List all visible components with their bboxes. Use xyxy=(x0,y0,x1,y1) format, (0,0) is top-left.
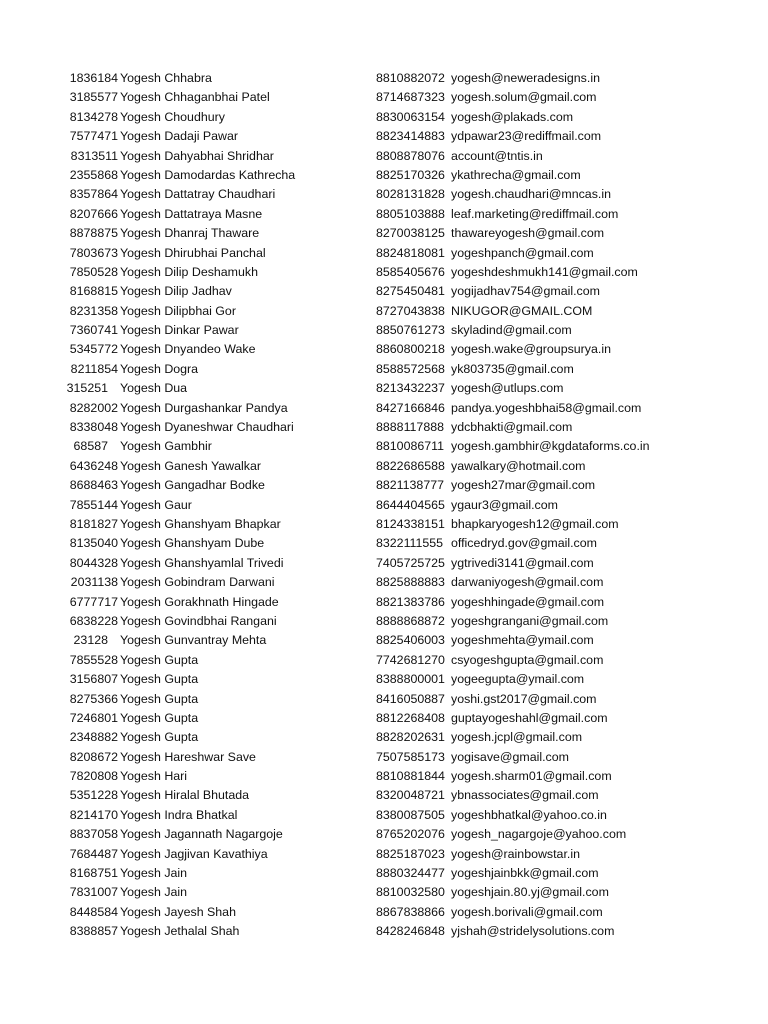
contact-phone: 8830063154 xyxy=(376,109,445,124)
contact-name: Yogesh Indra Bhatkal xyxy=(120,807,238,822)
contact-phone: 8812268408 xyxy=(376,710,445,725)
contact-email: ygaur3@gmail.com xyxy=(451,497,558,512)
contact-id: 7855144 xyxy=(69,497,118,512)
contact-row xyxy=(0,728,768,747)
contact-id: 8207666 xyxy=(69,206,118,221)
contact-id: 8231358 xyxy=(69,303,118,318)
contact-row xyxy=(0,612,768,631)
contact-id: 23128 xyxy=(73,633,108,648)
contact-id: 7246801 xyxy=(69,710,118,725)
contact-id: 8134278 xyxy=(69,109,118,124)
contact-phone: 8427166846 xyxy=(376,400,445,415)
contact-id: 2031138 xyxy=(70,575,118,590)
contact-id: 6777717 xyxy=(69,594,118,609)
contact-email: darwaniyogesh@gmail.com xyxy=(451,575,604,590)
contact-email: yogesh@rainbowstar.in xyxy=(451,846,580,861)
contact-id: 8338048 xyxy=(69,420,118,435)
contact-phone: 8275450481 xyxy=(376,284,445,299)
contact-phone: 8888868872 xyxy=(376,613,445,628)
contact-name: Yogesh Gupta xyxy=(120,730,199,745)
contact-id: 8214170 xyxy=(69,807,118,822)
contact-email: yogeshhingade@gmail.com xyxy=(451,594,605,609)
contact-id: 5345772 xyxy=(69,342,118,357)
contact-row xyxy=(0,767,768,786)
contact-row xyxy=(0,185,768,204)
contact-id: 7577471 xyxy=(69,129,118,144)
contact-name: Yogesh Gupta xyxy=(120,710,199,725)
contact-row xyxy=(0,883,768,902)
contact-email: NIKUGOR@GMAIL.COM xyxy=(451,303,593,318)
contact-row xyxy=(0,340,768,359)
contact-id: 8181827 xyxy=(69,516,118,531)
contact-phone: 8823414883 xyxy=(376,129,445,144)
contact-name: Yogesh Jagjivan Kavathiya xyxy=(120,846,268,861)
contact-row xyxy=(0,166,768,185)
contact-email: officedryd.gov@gmail.com xyxy=(451,536,597,551)
contact-email: guptayogeshahl@gmail.com xyxy=(451,710,608,725)
contact-phone: 8821138777 xyxy=(376,478,444,493)
contact-phone: 8825406003 xyxy=(376,633,445,648)
contact-row xyxy=(0,534,768,553)
contact-row xyxy=(0,205,768,224)
contact-name: Yogesh Gobindram Darwani xyxy=(120,575,275,590)
contact-id: 8357864 xyxy=(69,187,118,202)
contact-id: 8878875 xyxy=(69,226,118,241)
contact-id: 8208672 xyxy=(69,749,118,764)
contact-phone: 8860800218 xyxy=(376,342,445,357)
contact-phone: 8644404565 xyxy=(376,497,445,512)
contact-row xyxy=(0,709,768,728)
contact-email: yawalkary@hotmail.com xyxy=(451,458,586,473)
contact-phone: 8588572568 xyxy=(376,361,445,376)
contact-name: Yogesh Durgashankar Pandya xyxy=(120,400,288,415)
contact-row xyxy=(0,437,768,456)
contact-email: ydpawar23@rediffmail.com xyxy=(451,129,602,144)
contact-name: Yogesh Dattatray Chaudhari xyxy=(120,187,276,202)
contact-phone: 8808878076 xyxy=(376,148,445,163)
contact-row xyxy=(0,302,768,321)
contact-id: 7820808 xyxy=(69,769,118,784)
contact-id: 6838228 xyxy=(69,613,118,628)
contact-email: csyogeshgupta@gmail.com xyxy=(451,652,604,667)
contact-name: Yogesh Choudhury xyxy=(120,109,225,124)
contact-id: 8688463 xyxy=(69,478,118,493)
contact-name: Yogesh Ganesh Yawalkar xyxy=(120,458,261,473)
contact-phone: 8810881844 xyxy=(376,769,445,784)
contact-email: yk803735@gmail.com xyxy=(451,361,574,376)
contact-row xyxy=(0,224,768,243)
contact-id: 7684487 xyxy=(69,846,118,861)
contact-row xyxy=(0,457,768,476)
contact-phone: 8416050887 xyxy=(376,691,445,706)
contact-name: Yogesh Dua xyxy=(120,381,188,396)
contact-row xyxy=(0,263,768,282)
contact-phone: 8824818081 xyxy=(376,245,445,260)
contact-row xyxy=(0,282,768,301)
contact-phone: 8388800001 xyxy=(376,672,445,687)
contact-name: Yogesh Gaur xyxy=(120,497,192,512)
contact-name: Yogesh Jain xyxy=(120,885,188,900)
contact-phone: 8825888883 xyxy=(376,575,445,590)
contact-phone: 8805103888 xyxy=(376,206,445,221)
contact-email: yogeshjainbkk@gmail.com xyxy=(451,866,599,881)
contact-name: Yogesh Jethalal Shah xyxy=(120,924,240,939)
contact-name: Yogesh Gupta xyxy=(120,672,199,687)
contact-email: leaf.marketing@rediffmail.com xyxy=(451,206,619,221)
contact-phone: 8270038125 xyxy=(376,226,445,241)
contact-phone: 7742681270 xyxy=(376,652,445,667)
contact-row xyxy=(0,69,768,88)
contact-email: ydcbhakti@gmail.com xyxy=(451,420,573,435)
contact-id: 7831007 xyxy=(69,885,118,900)
contact-row xyxy=(0,147,768,166)
contact-email: yogesh.solum@gmail.com xyxy=(451,90,597,105)
contact-email: yoshi.gst2017@gmail.com xyxy=(451,691,597,706)
contact-id: 2355868 xyxy=(69,167,118,182)
contact-list xyxy=(0,69,768,942)
contact-id: 3156807 xyxy=(69,672,118,687)
contact-row xyxy=(0,496,768,515)
contact-row xyxy=(0,573,768,592)
contact-row xyxy=(0,825,768,844)
contact-phone: 8867838866 xyxy=(376,904,445,919)
contact-name: Yogesh Jagannath Nagargoje xyxy=(120,827,283,842)
contact-id: 1836184 xyxy=(69,71,118,85)
contact-email: yogeshmehta@ymail.com xyxy=(451,633,594,648)
contact-phone: 8810032580 xyxy=(376,885,445,900)
contact-name: Yogesh Gunvantray Mehta xyxy=(120,633,267,648)
contact-name: Yogesh Chhabra xyxy=(120,71,212,85)
contact-name: Yogesh Govindbhai Rangani xyxy=(120,613,277,628)
contact-row xyxy=(0,418,768,437)
contact-email: yogesh@neweradesigns.in xyxy=(451,71,600,85)
contact-id: 8448584 xyxy=(69,904,118,919)
contact-email: bhapkaryogesh12@gmail.com xyxy=(451,516,619,531)
contact-phone: 8124338151 xyxy=(376,516,445,531)
contact-phone: 8821383786 xyxy=(376,594,445,609)
contact-id: 8837058 xyxy=(69,827,118,842)
contact-email: yogesh.chaudhari@mncas.in xyxy=(451,187,611,202)
contact-phone: 8714687323 xyxy=(376,90,445,105)
contact-name: Yogesh Hari xyxy=(120,769,188,784)
contact-id: 8275366 xyxy=(69,691,118,706)
contact-email: account@tntis.in xyxy=(451,148,543,163)
contact-name: Yogesh Dhanraj Thaware xyxy=(120,226,260,241)
contact-name: Yogesh Dhirubhai Panchal xyxy=(120,245,266,260)
contact-phone: 8428246848 xyxy=(376,924,445,939)
contact-row xyxy=(0,651,768,670)
contact-id: 7803673 xyxy=(69,245,118,260)
contact-row xyxy=(0,379,768,398)
contact-phone: 8213432237 xyxy=(376,381,445,396)
contact-phone: 8380087505 xyxy=(376,807,445,822)
contact-email: yogeshdeshmukh141@gmail.com xyxy=(451,264,638,279)
contact-phone: 7405725725 xyxy=(376,555,445,570)
contact-row xyxy=(0,670,768,689)
contact-row xyxy=(0,845,768,864)
contact-email: yogesh27mar@gmail.com xyxy=(451,478,596,493)
contact-email: yjshah@stridelysolutions.com xyxy=(451,924,615,939)
contact-id: 8168751 xyxy=(69,866,118,881)
contact-id: 7360741 xyxy=(69,323,118,338)
contact-id: 8211854 xyxy=(70,361,118,376)
contact-name: Yogesh Dogra xyxy=(120,361,199,376)
contact-phone: 8880324477 xyxy=(376,866,445,881)
contact-phone: 8825170326 xyxy=(376,167,445,182)
contact-phone: 8585405676 xyxy=(376,264,445,279)
contact-phone: 8322111555 xyxy=(376,536,444,551)
contact-name: Yogesh Ghanshyamlal Trivedi xyxy=(120,555,284,570)
contact-name: Yogesh Dnyandeo Wake xyxy=(120,342,256,357)
contact-row xyxy=(0,690,768,709)
contact-email: ybnassociates@gmail.com xyxy=(451,788,599,803)
contact-email: yogeshpanch@gmail.com xyxy=(451,245,594,260)
contact-id: 7850528 xyxy=(69,264,118,279)
contact-email: yogesh.jcpl@gmail.com xyxy=(451,730,583,745)
contact-name: Yogesh Hiralal Bhutada xyxy=(120,788,250,803)
contact-row xyxy=(0,864,768,883)
contact-email: ykathrecha@gmail.com xyxy=(451,167,581,182)
contact-row xyxy=(0,806,768,825)
contact-email: ygtrivedi3141@gmail.com xyxy=(451,555,594,570)
contact-name: Yogesh Dyaneshwar Chaudhari xyxy=(120,420,294,435)
contact-name: Yogesh Hareshwar Save xyxy=(120,749,256,764)
contact-email: yogeshgrangani@gmail.com xyxy=(451,613,609,628)
contact-id: 8388857 xyxy=(69,924,118,939)
contact-name: Yogesh Damodardas Kathrecha xyxy=(120,167,296,182)
contact-row xyxy=(0,476,768,495)
contact-row xyxy=(0,360,768,379)
contact-name: Yogesh Dilip Jadhav xyxy=(120,284,232,299)
contact-email: yogesh.borivali@gmail.com xyxy=(451,904,603,919)
contact-email: yogeegupta@ymail.com xyxy=(451,672,585,687)
contact-name: Yogesh Gambhir xyxy=(120,439,212,454)
contact-row xyxy=(0,108,768,127)
contact-phone: 8320048721 xyxy=(376,788,445,803)
contact-row xyxy=(0,922,768,941)
contact-phone: 8810086711 xyxy=(376,439,444,454)
contact-name: Yogesh Ghanshyam Dube xyxy=(120,536,265,551)
contact-row xyxy=(0,515,768,534)
contact-name: Yogesh Dadaji Pawar xyxy=(120,129,239,144)
contact-row xyxy=(0,786,768,805)
contact-email: yogeshjain.80.yj@gmail.com xyxy=(451,885,609,900)
contact-id: 7855528 xyxy=(69,652,118,667)
contact-phone: 8828202631 xyxy=(376,730,445,745)
contact-name: Yogesh Chhaganbhai Patel xyxy=(120,90,270,105)
contact-name: Yogesh Gorakhnath Hingade xyxy=(120,594,279,609)
contact-row xyxy=(0,399,768,418)
contact-id: 3185577 xyxy=(69,90,118,105)
contact-name: Yogesh Gangadhar Bodke xyxy=(120,478,265,493)
contact-email: yogesh.gambhir@kgdataforms.co.in xyxy=(451,439,650,454)
contact-id: 315251 xyxy=(66,381,108,396)
contact-id: 6436248 xyxy=(69,458,118,473)
contact-name: Yogesh Jayesh Shah xyxy=(120,904,236,919)
contact-row xyxy=(0,593,768,612)
contact-row xyxy=(0,903,768,922)
contact-email: yogeshbhatkal@yahoo.co.in xyxy=(451,807,607,822)
contact-row xyxy=(0,321,768,340)
contact-email: yogisave@gmail.com xyxy=(451,749,569,764)
contact-email: pandya.yogeshbhai58@gmail.com xyxy=(451,400,642,415)
contact-row xyxy=(0,748,768,767)
contact-name: Yogesh Gupta xyxy=(120,691,199,706)
contact-email: thawareyogesh@gmail.com xyxy=(451,226,605,241)
contact-name: Yogesh Jain xyxy=(120,866,188,881)
contact-email: yogesh.wake@groupsurya.in xyxy=(451,342,611,357)
contact-name: Yogesh Dattatraya Masne xyxy=(120,206,263,221)
contact-phone: 8028131828 xyxy=(376,187,445,202)
contact-email: yogesh@plakads.com xyxy=(451,109,574,124)
contact-id: 8044328 xyxy=(69,555,118,570)
contact-name: Yogesh Dilipbhai Gor xyxy=(120,303,236,318)
contact-id: 68587 xyxy=(73,439,108,454)
contact-phone: 8825187023 xyxy=(376,846,445,861)
contact-phone: 8810882072 xyxy=(376,71,445,85)
contact-row xyxy=(0,127,768,146)
contact-name: Yogesh Dinkar Pawar xyxy=(120,323,239,338)
contact-row xyxy=(0,244,768,263)
contact-name: Yogesh Ghanshyam Bhapkar xyxy=(120,516,281,531)
contact-email: yogesh_nagargoje@yahoo.com xyxy=(451,827,627,842)
contact-id: 8135040 xyxy=(69,536,118,551)
contact-email: yogesh@utlups.com xyxy=(451,381,564,396)
contact-id: 8282002 xyxy=(69,400,118,415)
contact-id: 2348882 xyxy=(69,730,118,745)
contact-row xyxy=(0,88,768,107)
contact-email: skyladind@gmail.com xyxy=(451,323,572,338)
contact-phone: 8822686588 xyxy=(376,458,445,473)
contact-phone: 8850761273 xyxy=(376,323,445,338)
contact-id: 8168815 xyxy=(69,284,118,299)
contact-phone: 8765202076 xyxy=(376,827,445,842)
contact-name: Yogesh Dahyabhai Shridhar xyxy=(120,148,274,163)
contact-email: yogesh.sharm01@gmail.com xyxy=(451,769,612,784)
contact-row xyxy=(0,631,768,650)
contact-id: 5351228 xyxy=(69,788,118,803)
contact-email: yogijadhav754@gmail.com xyxy=(451,284,600,299)
contact-name: Yogesh Dilip Deshamukh xyxy=(120,264,258,279)
contact-name: Yogesh Gupta xyxy=(120,652,199,667)
contact-phone: 8727043838 xyxy=(376,303,445,318)
contact-id: 8313511 xyxy=(70,148,118,163)
contact-phone: 8888117888 xyxy=(376,420,444,435)
contact-phone: 7507585173 xyxy=(376,749,445,764)
contact-row xyxy=(0,554,768,573)
